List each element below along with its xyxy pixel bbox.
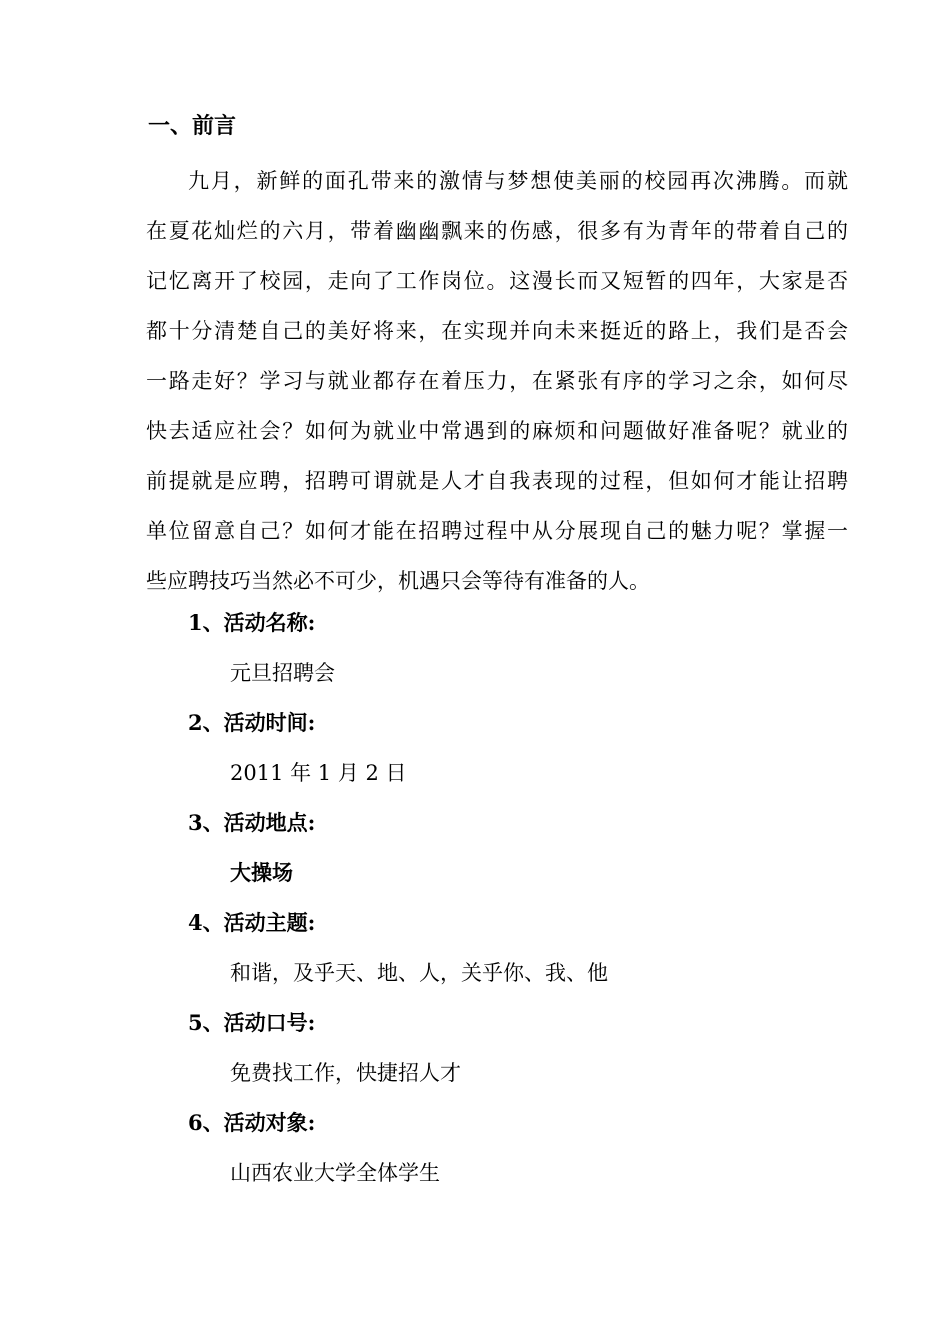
activity-audience-label: 6、活动对象: — [188, 1110, 316, 1135]
paragraph-line: 快去适应社会？如何为就业中常遇到的麻烦和问题做好准备呢？就业的 — [146, 419, 848, 443]
paragraph-line: 一路走好？学习与就业都存在着压力，在紧张有序的学习之余，如何尽 — [146, 369, 848, 393]
activity-slogan-value: 免费找工作，快捷招人才 — [230, 1061, 461, 1085]
section-heading: 一、前言 — [148, 113, 237, 139]
activity-time-value: 2011 年 1 月 2 日 — [230, 761, 407, 785]
paragraph-line: 记忆离开了校园，走向了工作岗位。这漫长而又短暂的四年，大家是否 — [146, 269, 848, 293]
intro-paragraph — [146, 156, 848, 606]
activity-theme-value: 和谐，及乎天、地、人，关乎你、我、他 — [230, 961, 608, 985]
paragraph-line: 九月，新鲜的面孔带来的激情与梦想使美丽的校园再次沸腾。而就 — [188, 169, 848, 193]
activity-location-value: 大操场 — [230, 860, 293, 885]
activity-slogan-label: 5、活动口号: — [188, 1010, 316, 1035]
activity-audience-value: 山西农业大学全体学生 — [230, 1161, 440, 1185]
paragraph-line: 在夏花灿烂的六月，带着幽幽飘来的伤感，很多有为青年的带着自己的 — [146, 219, 848, 243]
activity-theme-label: 4、活动主题: — [188, 910, 316, 935]
activity-name-value: 元旦招聘会 — [230, 661, 335, 685]
paragraph-line: 都十分清楚自己的美好将来，在实现并向未来挺近的路上，我们是否会 — [146, 319, 848, 343]
activity-location-label: 3、活动地点: — [188, 810, 316, 835]
paragraph-line: 单位留意自己？如何才能在招聘过程中从分展现自己的魅力呢？掌握一 — [146, 519, 848, 543]
paragraph-line: 前提就是应聘，招聘可谓就是人才自我表现的过程，但如何才能让招聘 — [146, 469, 848, 493]
activity-name-label: 1、活动名称: — [188, 610, 316, 635]
paragraph-line: 些应聘技巧当然必不可少，机遇只会等待有准备的人。 — [146, 569, 650, 593]
activity-time-label: 2、活动时间: — [188, 710, 316, 735]
